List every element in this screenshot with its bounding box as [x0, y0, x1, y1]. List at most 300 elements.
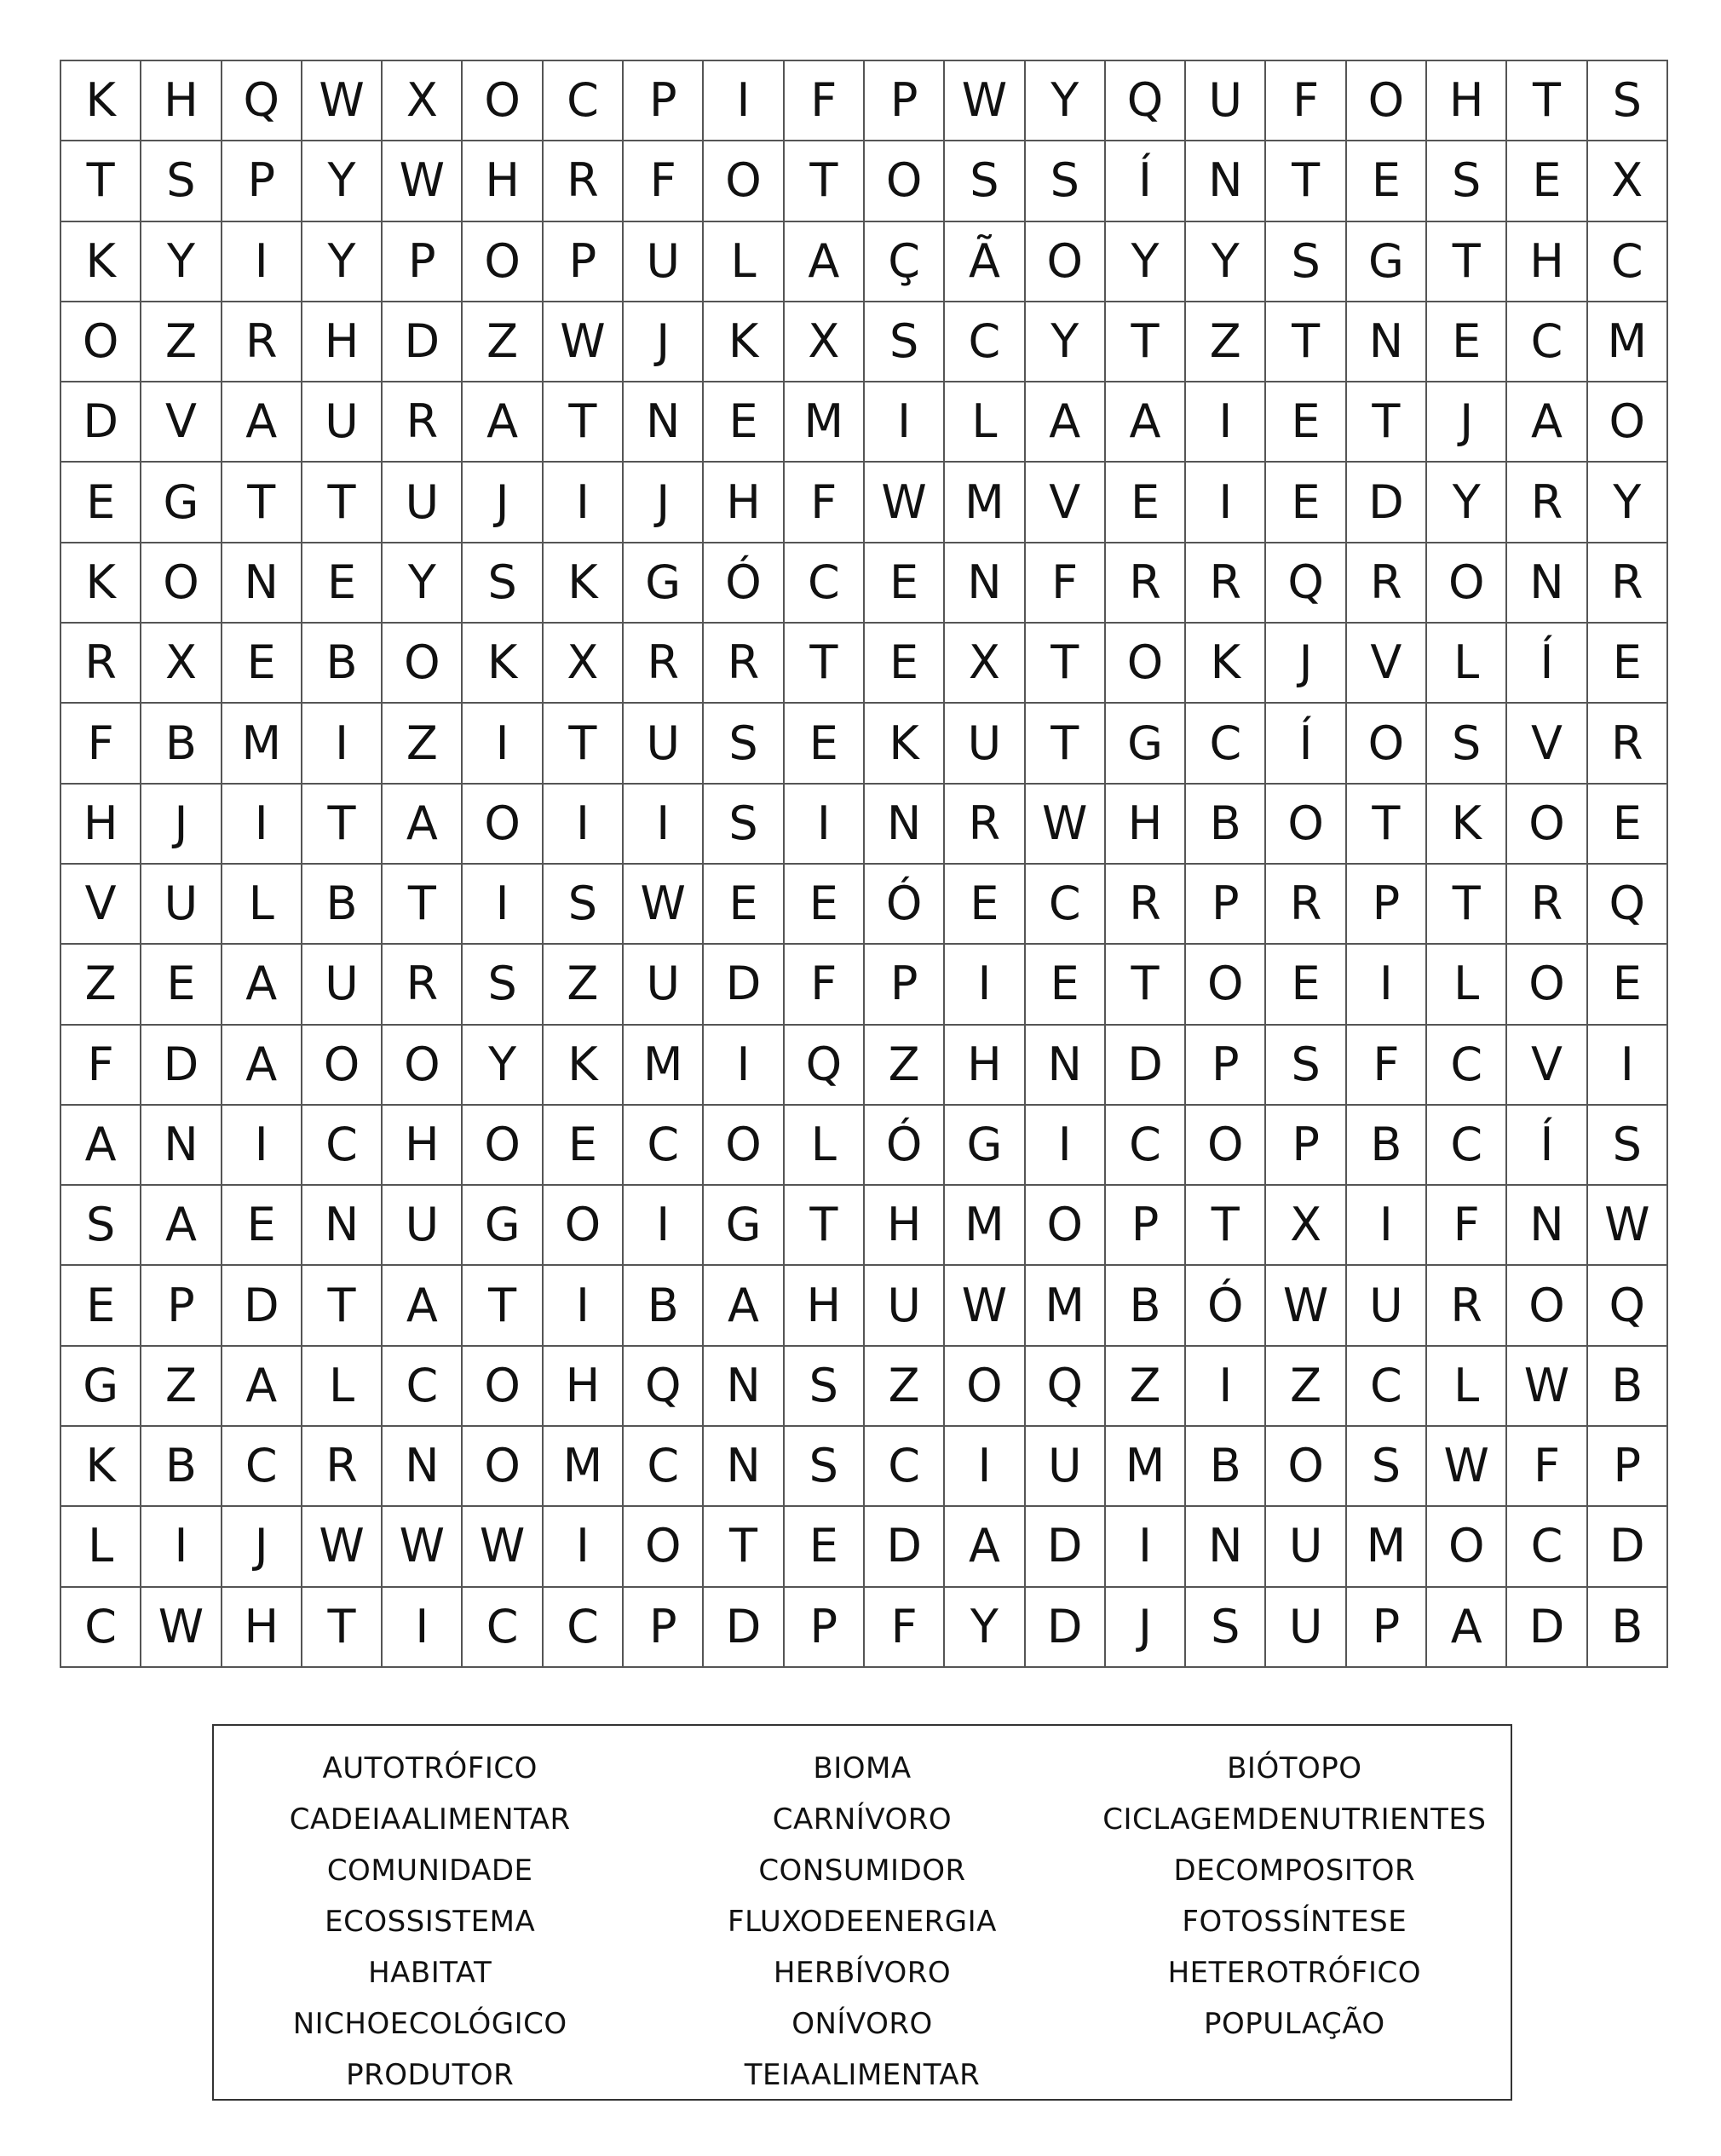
grid-cell[interactable]: O: [1106, 624, 1186, 704]
grid-cell[interactable]: S: [1026, 141, 1106, 221]
grid-cell[interactable]: S: [61, 1186, 141, 1266]
grid-cell[interactable]: R: [1588, 704, 1668, 784]
grid-cell[interactable]: H: [544, 1347, 624, 1427]
grid-cell[interactable]: Y: [302, 222, 383, 302]
grid-cell[interactable]: S: [785, 1427, 865, 1507]
grid-cell[interactable]: M: [544, 1427, 624, 1507]
grid-cell[interactable]: E: [785, 865, 865, 945]
grid-cell[interactable]: D: [383, 302, 463, 382]
grid-cell[interactable]: T: [1106, 945, 1186, 1025]
grid-cell[interactable]: D: [1588, 1507, 1668, 1587]
grid-cell[interactable]: O: [141, 543, 222, 624]
grid-cell[interactable]: Z: [463, 302, 543, 382]
grid-cell[interactable]: S: [463, 543, 543, 624]
grid-cell[interactable]: W: [1266, 1266, 1346, 1346]
grid-cell[interactable]: Í: [1507, 624, 1587, 704]
grid-cell[interactable]: U: [302, 382, 383, 463]
grid-cell[interactable]: Ó: [865, 1106, 945, 1186]
grid-cell[interactable]: A: [383, 1266, 463, 1346]
grid-cell[interactable]: K: [865, 704, 945, 784]
grid-cell[interactable]: Q: [1588, 865, 1668, 945]
grid-cell[interactable]: W: [1026, 785, 1106, 865]
grid-cell[interactable]: N: [383, 1427, 463, 1507]
grid-cell[interactable]: H: [141, 61, 222, 141]
grid-cell[interactable]: T: [1347, 785, 1427, 865]
grid-cell[interactable]: Í: [1266, 704, 1346, 784]
grid-cell[interactable]: J: [222, 1507, 302, 1587]
grid-cell[interactable]: Y: [1106, 222, 1186, 302]
grid-cell[interactable]: N: [222, 543, 302, 624]
grid-cell[interactable]: A: [222, 945, 302, 1025]
grid-cell[interactable]: T: [302, 785, 383, 865]
grid-cell[interactable]: R: [1347, 543, 1427, 624]
grid-cell[interactable]: I: [704, 61, 784, 141]
grid-cell[interactable]: C: [1588, 222, 1668, 302]
grid-cell[interactable]: Ã: [945, 222, 1025, 302]
grid-cell[interactable]: Y: [1186, 222, 1266, 302]
grid-cell[interactable]: Y: [463, 1026, 543, 1106]
grid-cell[interactable]: H: [945, 1026, 1025, 1106]
grid-cell[interactable]: O: [865, 141, 945, 221]
grid-cell[interactable]: I: [1588, 1026, 1668, 1106]
grid-cell[interactable]: A: [141, 1186, 222, 1266]
grid-cell[interactable]: C: [1427, 1106, 1507, 1186]
grid-cell[interactable]: E: [785, 1507, 865, 1587]
grid-cell[interactable]: S: [1427, 141, 1507, 221]
grid-cell[interactable]: O: [463, 222, 543, 302]
grid-cell[interactable]: B: [302, 865, 383, 945]
grid-cell[interactable]: X: [544, 624, 624, 704]
grid-cell[interactable]: E: [1266, 945, 1346, 1025]
grid-cell[interactable]: I: [624, 785, 704, 865]
grid-cell[interactable]: N: [141, 1106, 222, 1186]
grid-cell[interactable]: W: [945, 1266, 1025, 1346]
grid-cell[interactable]: O: [1347, 704, 1427, 784]
grid-cell[interactable]: Q: [1588, 1266, 1668, 1346]
grid-cell[interactable]: H: [1507, 222, 1587, 302]
grid-cell[interactable]: K: [1186, 624, 1266, 704]
grid-cell[interactable]: U: [141, 865, 222, 945]
grid-cell[interactable]: E: [704, 382, 784, 463]
grid-cell[interactable]: I: [1186, 1347, 1266, 1427]
grid-cell[interactable]: F: [865, 1588, 945, 1668]
grid-cell[interactable]: G: [141, 463, 222, 543]
grid-cell[interactable]: F: [1266, 61, 1346, 141]
grid-cell[interactable]: S: [544, 865, 624, 945]
grid-cell[interactable]: C: [785, 543, 865, 624]
grid-cell[interactable]: W: [544, 302, 624, 382]
grid-cell[interactable]: N: [302, 1186, 383, 1266]
grid-cell[interactable]: Y: [141, 222, 222, 302]
grid-cell[interactable]: E: [1026, 945, 1106, 1025]
grid-cell[interactable]: E: [141, 945, 222, 1025]
grid-cell[interactable]: H: [785, 1266, 865, 1346]
grid-cell[interactable]: F: [624, 141, 704, 221]
grid-cell[interactable]: B: [1106, 1266, 1186, 1346]
grid-cell[interactable]: P: [1347, 1588, 1427, 1668]
grid-cell[interactable]: T: [1026, 624, 1106, 704]
grid-cell[interactable]: K: [61, 222, 141, 302]
grid-cell[interactable]: D: [865, 1507, 945, 1587]
grid-cell[interactable]: F: [785, 61, 865, 141]
grid-cell[interactable]: Z: [141, 302, 222, 382]
grid-cell[interactable]: G: [1347, 222, 1427, 302]
grid-cell[interactable]: O: [302, 1026, 383, 1106]
grid-cell[interactable]: Y: [1026, 61, 1106, 141]
grid-cell[interactable]: C: [222, 1427, 302, 1507]
grid-cell[interactable]: I: [785, 785, 865, 865]
grid-cell[interactable]: J: [141, 785, 222, 865]
grid-cell[interactable]: I: [141, 1507, 222, 1587]
grid-cell[interactable]: A: [1507, 382, 1587, 463]
grid-cell[interactable]: R: [302, 1427, 383, 1507]
grid-cell[interactable]: L: [61, 1507, 141, 1587]
grid-cell[interactable]: G: [945, 1106, 1025, 1186]
grid-cell[interactable]: X: [141, 624, 222, 704]
grid-cell[interactable]: E: [1266, 382, 1346, 463]
grid-cell[interactable]: T: [785, 1186, 865, 1266]
grid-cell[interactable]: Q: [1266, 543, 1346, 624]
grid-cell[interactable]: T: [1266, 141, 1346, 221]
grid-cell[interactable]: T: [785, 624, 865, 704]
grid-cell[interactable]: O: [383, 624, 463, 704]
grid-cell[interactable]: M: [624, 1026, 704, 1106]
grid-cell[interactable]: C: [865, 1427, 945, 1507]
grid-cell[interactable]: I: [624, 1186, 704, 1266]
grid-cell[interactable]: M: [1347, 1507, 1427, 1587]
grid-cell[interactable]: I: [1347, 945, 1427, 1025]
grid-cell[interactable]: P: [1266, 1106, 1346, 1186]
grid-cell[interactable]: P: [865, 61, 945, 141]
grid-cell[interactable]: K: [61, 543, 141, 624]
grid-cell[interactable]: H: [302, 302, 383, 382]
grid-cell[interactable]: Ó: [704, 543, 784, 624]
grid-cell[interactable]: W: [463, 1507, 543, 1587]
grid-cell[interactable]: H: [1427, 61, 1507, 141]
grid-cell[interactable]: W: [624, 865, 704, 945]
grid-cell[interactable]: O: [1347, 61, 1427, 141]
grid-cell[interactable]: E: [222, 1186, 302, 1266]
grid-cell[interactable]: K: [544, 1026, 624, 1106]
grid-cell[interactable]: T: [544, 382, 624, 463]
grid-cell[interactable]: E: [704, 865, 784, 945]
grid-cell[interactable]: V: [61, 865, 141, 945]
grid-cell[interactable]: L: [302, 1347, 383, 1427]
grid-cell[interactable]: J: [1427, 382, 1507, 463]
grid-cell[interactable]: J: [463, 463, 543, 543]
grid-cell[interactable]: I: [544, 785, 624, 865]
grid-cell[interactable]: O: [1266, 785, 1346, 865]
grid-cell[interactable]: L: [222, 865, 302, 945]
grid-cell[interactable]: P: [624, 1588, 704, 1668]
grid-cell[interactable]: R: [624, 624, 704, 704]
grid-cell[interactable]: N: [1347, 302, 1427, 382]
grid-cell[interactable]: T: [1186, 1186, 1266, 1266]
grid-cell[interactable]: T: [463, 1266, 543, 1346]
grid-cell[interactable]: N: [704, 1427, 784, 1507]
grid-cell[interactable]: R: [1106, 543, 1186, 624]
grid-cell[interactable]: C: [61, 1588, 141, 1668]
grid-cell[interactable]: O: [463, 785, 543, 865]
grid-cell[interactable]: K: [1427, 785, 1507, 865]
grid-cell[interactable]: A: [1026, 382, 1106, 463]
grid-cell[interactable]: P: [383, 222, 463, 302]
grid-cell[interactable]: I: [1026, 1106, 1106, 1186]
grid-cell[interactable]: E: [61, 463, 141, 543]
grid-cell[interactable]: U: [624, 945, 704, 1025]
grid-cell[interactable]: L: [785, 1106, 865, 1186]
grid-cell[interactable]: I: [463, 865, 543, 945]
grid-cell[interactable]: N: [865, 785, 945, 865]
grid-cell[interactable]: S: [141, 141, 222, 221]
grid-cell[interactable]: B: [1186, 1427, 1266, 1507]
grid-cell[interactable]: O: [1507, 1266, 1587, 1346]
grid-cell[interactable]: T: [1266, 302, 1346, 382]
grid-cell[interactable]: O: [704, 1106, 784, 1186]
grid-cell[interactable]: V: [1347, 624, 1427, 704]
grid-cell[interactable]: O: [544, 1186, 624, 1266]
grid-cell[interactable]: C: [1427, 1026, 1507, 1106]
grid-cell[interactable]: I: [544, 1507, 624, 1587]
grid-cell[interactable]: O: [1026, 222, 1106, 302]
grid-cell[interactable]: I: [704, 1026, 784, 1106]
grid-cell[interactable]: T: [302, 1588, 383, 1668]
grid-cell[interactable]: Q: [785, 1026, 865, 1106]
grid-cell[interactable]: F: [1427, 1186, 1507, 1266]
grid-cell[interactable]: F: [785, 945, 865, 1025]
grid-cell[interactable]: L: [1427, 1347, 1507, 1427]
grid-cell[interactable]: I: [463, 704, 543, 784]
grid-cell[interactable]: N: [624, 382, 704, 463]
grid-cell[interactable]: O: [1186, 1106, 1266, 1186]
grid-cell[interactable]: S: [1266, 222, 1346, 302]
grid-cell[interactable]: O: [463, 1427, 543, 1507]
grid-cell[interactable]: B: [302, 624, 383, 704]
grid-cell[interactable]: P: [1347, 865, 1427, 945]
grid-cell[interactable]: E: [1588, 945, 1668, 1025]
grid-cell[interactable]: C: [1507, 1507, 1587, 1587]
grid-cell[interactable]: M: [785, 382, 865, 463]
grid-cell[interactable]: I: [383, 1588, 463, 1668]
grid-cell[interactable]: A: [61, 1106, 141, 1186]
grid-cell[interactable]: Z: [141, 1347, 222, 1427]
grid-cell[interactable]: M: [1588, 302, 1668, 382]
grid-cell[interactable]: I: [945, 1427, 1025, 1507]
grid-cell[interactable]: R: [704, 624, 784, 704]
grid-cell[interactable]: W: [141, 1588, 222, 1668]
grid-cell[interactable]: R: [383, 382, 463, 463]
grid-cell[interactable]: A: [704, 1266, 784, 1346]
grid-cell[interactable]: R: [61, 624, 141, 704]
grid-cell[interactable]: R: [1507, 463, 1587, 543]
grid-cell[interactable]: M: [945, 1186, 1025, 1266]
grid-cell[interactable]: O: [1507, 785, 1587, 865]
grid-cell[interactable]: Y: [302, 141, 383, 221]
grid-cell[interactable]: C: [544, 1588, 624, 1668]
grid-cell[interactable]: C: [302, 1106, 383, 1186]
grid-cell[interactable]: O: [1186, 945, 1266, 1025]
grid-cell[interactable]: W: [945, 61, 1025, 141]
grid-cell[interactable]: O: [61, 302, 141, 382]
grid-cell[interactable]: H: [61, 785, 141, 865]
grid-cell[interactable]: D: [1026, 1588, 1106, 1668]
grid-cell[interactable]: A: [463, 382, 543, 463]
grid-cell[interactable]: N: [1507, 543, 1587, 624]
grid-cell[interactable]: F: [785, 463, 865, 543]
grid-cell[interactable]: I: [1186, 382, 1266, 463]
grid-cell[interactable]: W: [302, 1507, 383, 1587]
grid-cell[interactable]: I: [544, 1266, 624, 1346]
grid-cell[interactable]: W: [383, 1507, 463, 1587]
grid-cell[interactable]: M: [222, 704, 302, 784]
grid-cell[interactable]: D: [1507, 1588, 1587, 1668]
grid-cell[interactable]: K: [463, 624, 543, 704]
grid-cell[interactable]: U: [1266, 1588, 1346, 1668]
grid-cell[interactable]: C: [624, 1106, 704, 1186]
grid-cell[interactable]: E: [1507, 141, 1587, 221]
grid-cell[interactable]: E: [302, 543, 383, 624]
grid-cell[interactable]: U: [302, 945, 383, 1025]
grid-cell[interactable]: D: [704, 1588, 784, 1668]
grid-cell[interactable]: H: [865, 1186, 945, 1266]
grid-cell[interactable]: T: [222, 463, 302, 543]
grid-cell[interactable]: I: [222, 1106, 302, 1186]
grid-cell[interactable]: C: [1026, 865, 1106, 945]
grid-cell[interactable]: Ó: [865, 865, 945, 945]
grid-cell[interactable]: N: [1026, 1026, 1106, 1106]
grid-cell[interactable]: K: [61, 61, 141, 141]
grid-cell[interactable]: D: [704, 945, 784, 1025]
grid-cell[interactable]: F: [1507, 1427, 1587, 1507]
grid-cell[interactable]: O: [704, 141, 784, 221]
grid-cell[interactable]: R: [1427, 1266, 1507, 1346]
grid-cell[interactable]: R: [1507, 865, 1587, 945]
grid-cell[interactable]: T: [302, 463, 383, 543]
grid-cell[interactable]: P: [544, 222, 624, 302]
grid-cell[interactable]: R: [1266, 865, 1346, 945]
grid-cell[interactable]: Í: [1507, 1106, 1587, 1186]
grid-cell[interactable]: T: [1427, 865, 1507, 945]
grid-cell[interactable]: W: [1427, 1427, 1507, 1507]
grid-cell[interactable]: Z: [1186, 302, 1266, 382]
grid-cell[interactable]: R: [383, 945, 463, 1025]
grid-cell[interactable]: U: [383, 1186, 463, 1266]
grid-cell[interactable]: V: [1507, 704, 1587, 784]
grid-cell[interactable]: W: [302, 61, 383, 141]
grid-cell[interactable]: Z: [383, 704, 463, 784]
grid-cell[interactable]: S: [704, 785, 784, 865]
grid-cell[interactable]: B: [1186, 785, 1266, 865]
grid-cell[interactable]: M: [1026, 1266, 1106, 1346]
grid-cell[interactable]: V: [141, 382, 222, 463]
grid-cell[interactable]: M: [1106, 1427, 1186, 1507]
grid-cell[interactable]: O: [945, 1347, 1025, 1427]
grid-cell[interactable]: B: [1588, 1588, 1668, 1668]
grid-cell[interactable]: Y: [1427, 463, 1507, 543]
grid-cell[interactable]: P: [865, 945, 945, 1025]
grid-cell[interactable]: B: [1588, 1347, 1668, 1427]
grid-cell[interactable]: N: [704, 1347, 784, 1427]
grid-cell[interactable]: S: [785, 1347, 865, 1427]
grid-cell[interactable]: S: [945, 141, 1025, 221]
grid-cell[interactable]: V: [1026, 463, 1106, 543]
grid-cell[interactable]: I: [1106, 1507, 1186, 1587]
grid-cell[interactable]: R: [945, 785, 1025, 865]
grid-cell[interactable]: Y: [1588, 463, 1668, 543]
grid-cell[interactable]: N: [945, 543, 1025, 624]
grid-cell[interactable]: G: [624, 543, 704, 624]
grid-cell[interactable]: Z: [865, 1347, 945, 1427]
grid-cell[interactable]: N: [1507, 1186, 1587, 1266]
grid-cell[interactable]: S: [1588, 1106, 1668, 1186]
grid-cell[interactable]: R: [544, 141, 624, 221]
grid-cell[interactable]: E: [865, 543, 945, 624]
grid-cell[interactable]: C: [945, 302, 1025, 382]
grid-cell[interactable]: C: [1106, 1106, 1186, 1186]
grid-cell[interactable]: R: [1186, 543, 1266, 624]
grid-cell[interactable]: F: [1026, 543, 1106, 624]
grid-cell[interactable]: U: [624, 222, 704, 302]
grid-cell[interactable]: A: [1106, 382, 1186, 463]
grid-cell[interactable]: K: [544, 543, 624, 624]
grid-cell[interactable]: V: [1507, 1026, 1587, 1106]
grid-cell[interactable]: C: [463, 1588, 543, 1668]
grid-cell[interactable]: E: [1106, 463, 1186, 543]
grid-cell[interactable]: Y: [945, 1588, 1025, 1668]
grid-cell[interactable]: T: [544, 704, 624, 784]
grid-cell[interactable]: A: [785, 222, 865, 302]
grid-cell[interactable]: U: [1347, 1266, 1427, 1346]
grid-cell[interactable]: H: [704, 463, 784, 543]
grid-cell[interactable]: C: [1347, 1347, 1427, 1427]
grid-cell[interactable]: O: [1507, 945, 1587, 1025]
grid-cell[interactable]: B: [141, 1427, 222, 1507]
grid-cell[interactable]: T: [302, 1266, 383, 1346]
grid-cell[interactable]: S: [1427, 704, 1507, 784]
grid-cell[interactable]: T: [1507, 61, 1587, 141]
grid-cell[interactable]: T: [1106, 302, 1186, 382]
grid-cell[interactable]: D: [141, 1026, 222, 1106]
grid-cell[interactable]: R: [1106, 865, 1186, 945]
grid-cell[interactable]: O: [463, 1347, 543, 1427]
grid-cell[interactable]: U: [1186, 61, 1266, 141]
grid-cell[interactable]: G: [1106, 704, 1186, 784]
grid-cell[interactable]: L: [1427, 945, 1507, 1025]
grid-cell[interactable]: E: [222, 624, 302, 704]
grid-cell[interactable]: R: [1588, 543, 1668, 624]
grid-cell[interactable]: S: [1186, 1588, 1266, 1668]
grid-cell[interactable]: E: [1588, 624, 1668, 704]
grid-cell[interactable]: X: [1588, 141, 1668, 221]
grid-cell[interactable]: O: [1026, 1186, 1106, 1266]
grid-cell[interactable]: A: [222, 1347, 302, 1427]
grid-cell[interactable]: Y: [1026, 302, 1106, 382]
grid-cell[interactable]: G: [61, 1347, 141, 1427]
grid-cell[interactable]: U: [383, 463, 463, 543]
grid-cell[interactable]: E: [544, 1106, 624, 1186]
grid-cell[interactable]: S: [865, 302, 945, 382]
grid-cell[interactable]: S: [1266, 1026, 1346, 1106]
grid-cell[interactable]: G: [704, 1186, 784, 1266]
grid-cell[interactable]: I: [1347, 1186, 1427, 1266]
grid-cell[interactable]: X: [945, 624, 1025, 704]
grid-cell[interactable]: M: [945, 463, 1025, 543]
grid-cell[interactable]: Q: [1106, 61, 1186, 141]
grid-cell[interactable]: I: [1186, 463, 1266, 543]
grid-cell[interactable]: Z: [61, 945, 141, 1025]
grid-cell[interactable]: W: [1507, 1347, 1587, 1427]
grid-cell[interactable]: U: [945, 704, 1025, 784]
